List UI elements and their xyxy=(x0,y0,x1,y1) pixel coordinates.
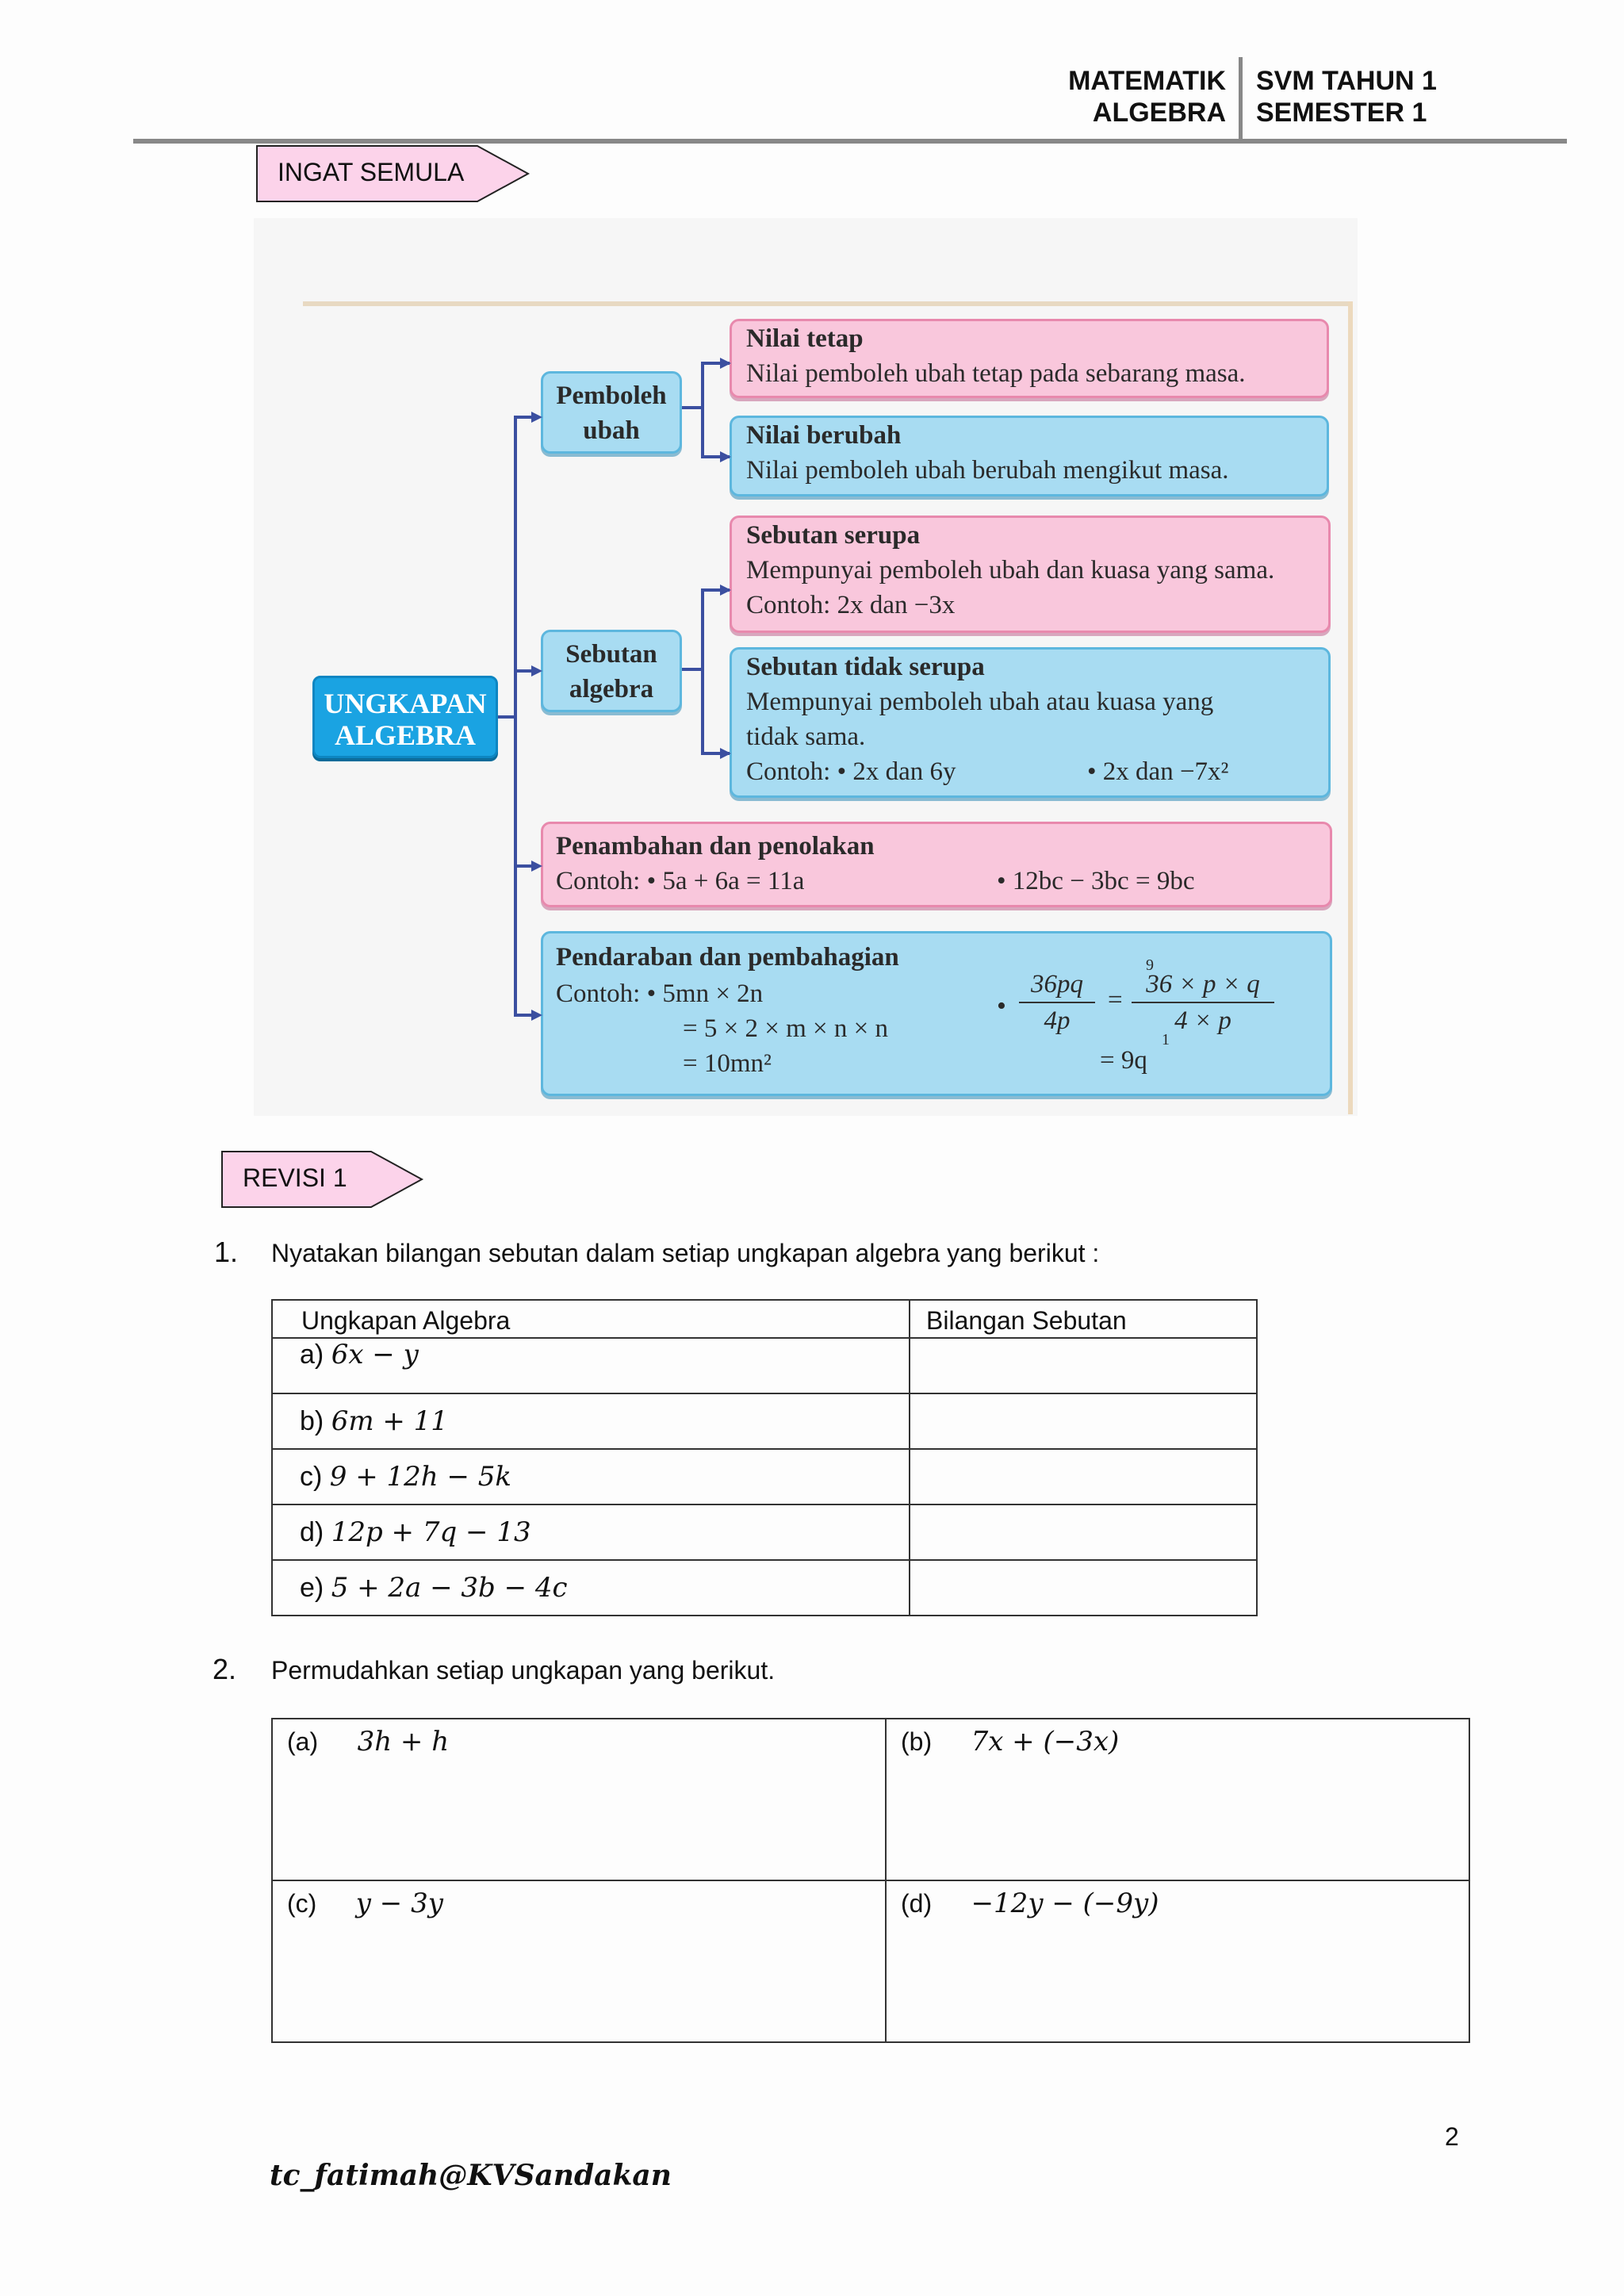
sebutan-serupa-desc: Mempunyai pemboleh ubah dan kuasa yang sama. xyxy=(746,556,1275,585)
row-label: d) xyxy=(300,1517,324,1547)
arrow-sebutan xyxy=(531,665,542,677)
arrow-tidak-serupa xyxy=(720,748,731,759)
question1-row-d-answer[interactable] xyxy=(910,1504,1257,1560)
fraction-result: = 9q xyxy=(1100,1046,1147,1075)
question1-row-b-expr xyxy=(272,1393,910,1449)
darab-bahagi-line2: = 5 × 2 × m × n × n xyxy=(683,1014,888,1043)
question1-row-a-answer[interactable] xyxy=(910,1338,1257,1393)
cell-label: (d) xyxy=(901,1889,933,1918)
header-subject-line2: ALGEBRA xyxy=(1092,98,1226,128)
sebutan-tidak-serupa-desc2: tidak sama. xyxy=(746,723,866,751)
question1-row-b-answer[interactable] xyxy=(910,1393,1257,1449)
root-line2: ALGEBRA xyxy=(334,719,477,751)
arrow-nilai-tetap xyxy=(720,358,731,369)
question1-row-e-expr xyxy=(272,1560,910,1616)
cancel-bottom-value: 1 xyxy=(1162,1031,1170,1048)
fraction-bullet: • xyxy=(997,991,1006,1021)
tambah-tolak-example1: Contoh: • 5a + 6a = 11a xyxy=(556,867,805,895)
sebutan-algebra-line1: Sebutan xyxy=(565,640,657,669)
header-level-line2: SEMESTER 1 xyxy=(1256,98,1427,128)
table-row xyxy=(272,1560,1257,1616)
question2-text: Permudahkan setiap ungkapan yang berikut. xyxy=(271,1656,776,1685)
table-row xyxy=(272,1719,1469,1880)
fraction1-denominator: 4p xyxy=(1044,1006,1071,1035)
fraction1-numerator: 36pq xyxy=(1019,967,1095,1003)
darab-bahagi-title: Pendaraban dan pembahagian xyxy=(556,943,899,972)
cell-label: (a) xyxy=(287,1727,319,1756)
question1-row-c-expr xyxy=(272,1449,910,1504)
row-label: b) xyxy=(300,1406,324,1436)
cell-expression: y − 3y xyxy=(355,1888,443,1919)
row-label: e) xyxy=(300,1573,324,1603)
tambah-tolak-title: Penambahan dan penolakan xyxy=(556,832,875,861)
nilai-berubah-title: Nilai berubah xyxy=(746,421,902,450)
question2-number: 2. xyxy=(213,1653,237,1685)
author-signature: tc_fatimah@KVSandakan xyxy=(270,2159,672,2192)
question1-number: 1. xyxy=(214,1236,239,1268)
question1-table xyxy=(271,1299,1258,1616)
row-expression: 6m + 11 xyxy=(331,1405,448,1437)
row-expression: 6x − y xyxy=(331,1339,419,1370)
question1-row-a-expr xyxy=(272,1338,910,1393)
arrow-nilai-berubah xyxy=(720,451,731,462)
question2-cell-b[interactable] xyxy=(886,1719,1469,1880)
table-row xyxy=(272,1504,1257,1560)
question1-row-c-answer[interactable] xyxy=(910,1449,1257,1504)
sebutan-tidak-serupa-desc1: Mempunyai pemboleh ubah atau kuasa yang xyxy=(746,688,1214,716)
question1-row-d-expr xyxy=(272,1504,910,1560)
sebutan-tidak-serupa-example2: • 2x dan −7x² xyxy=(1087,757,1229,786)
row-label: a) xyxy=(300,1340,324,1370)
cell-label: (b) xyxy=(901,1727,933,1756)
arrow-tambah xyxy=(531,861,542,872)
fraction2-numerator: 36 × p × q xyxy=(1132,967,1274,1003)
arrow-serupa xyxy=(720,585,731,596)
table-row xyxy=(272,1393,1257,1449)
darab-bahagi-line1: Contoh: • 5mn × 2n xyxy=(556,979,764,1008)
question1-header-row xyxy=(272,1300,1257,1338)
nilai-tetap-title: Nilai tetap xyxy=(746,324,864,353)
question2-table xyxy=(271,1718,1470,2043)
sebutan-serupa-example: Contoh: 2x dan −3x xyxy=(746,591,956,619)
question2-cell-a[interactable] xyxy=(272,1719,886,1880)
pemboleh-ubah-line1: Pemboleh xyxy=(556,381,667,410)
fraction2-denominator: 4 × p xyxy=(1174,1006,1231,1035)
sebutan-tidak-serupa-title: Sebutan tidak serupa xyxy=(746,653,985,681)
pemboleh-ubah-line2: ubah xyxy=(583,416,640,445)
cell-expression: −12y − (−9y) xyxy=(971,1888,1159,1919)
nilai-tetap-desc: Nilai pemboleh ubah tetap pada sebarang masa. xyxy=(746,359,1246,388)
arrow-darab xyxy=(531,1010,542,1021)
revision-tag xyxy=(220,1150,425,1209)
darab-bahagi-line3: = 10mn² xyxy=(683,1049,772,1078)
fraction-equals: = xyxy=(1108,986,1123,1014)
row-label: c) xyxy=(300,1462,323,1492)
sebutan-tidak-serupa-example1: Contoh: • 2x dan 6y xyxy=(746,757,956,786)
table-row xyxy=(272,1880,1469,2042)
revision-tag-label: REVISI 1 xyxy=(243,1163,347,1192)
map-arrowheads xyxy=(0,0,1624,1126)
arrow-pemboleh xyxy=(531,412,542,423)
row-expression: 9 + 12h − 5k xyxy=(329,1461,512,1493)
root-line1: UNGKAPAN xyxy=(324,688,487,719)
table-row xyxy=(272,1338,1257,1393)
question2-cell-c[interactable] xyxy=(272,1880,886,2042)
question1-text: Nyatakan bilangan sebutan dalam setiap ungkapan algebra yang berikut : xyxy=(271,1239,1100,1267)
question1-header-expr: Ungkapan Algebra xyxy=(272,1300,910,1338)
row-expression: 12p + 7q − 13 xyxy=(331,1516,531,1548)
cell-label: (c) xyxy=(287,1889,317,1918)
question1-row-e-answer[interactable] xyxy=(910,1560,1257,1616)
recall-tag-label: INGAT SEMULA xyxy=(278,158,465,186)
header-level-line1: SVM TAHUN 1 xyxy=(1256,66,1437,96)
header-subject-line1: MATEMATIK xyxy=(1068,66,1226,96)
row-expression: 5 + 2a − 3b − 4c xyxy=(331,1572,568,1604)
tambah-tolak-example2: • 12bc − 3bc = 9bc xyxy=(997,867,1195,895)
table-row xyxy=(272,1449,1257,1504)
sebutan-serupa-title: Sebutan serupa xyxy=(746,521,921,550)
question1-header-count: Bilangan Sebutan xyxy=(910,1300,1257,1338)
nilai-berubah-desc: Nilai pemboleh ubah berubah mengikut masa. xyxy=(746,456,1229,485)
cancel-top-value: 9 xyxy=(1146,956,1154,974)
sebutan-algebra-line2: algebra xyxy=(569,675,654,703)
question2-cell-d[interactable] xyxy=(886,1880,1469,2042)
cell-expression: 7x + (−3x) xyxy=(971,1726,1120,1757)
page-number: 2 xyxy=(1445,2122,1459,2151)
cell-expression: 3h + h xyxy=(357,1726,450,1757)
